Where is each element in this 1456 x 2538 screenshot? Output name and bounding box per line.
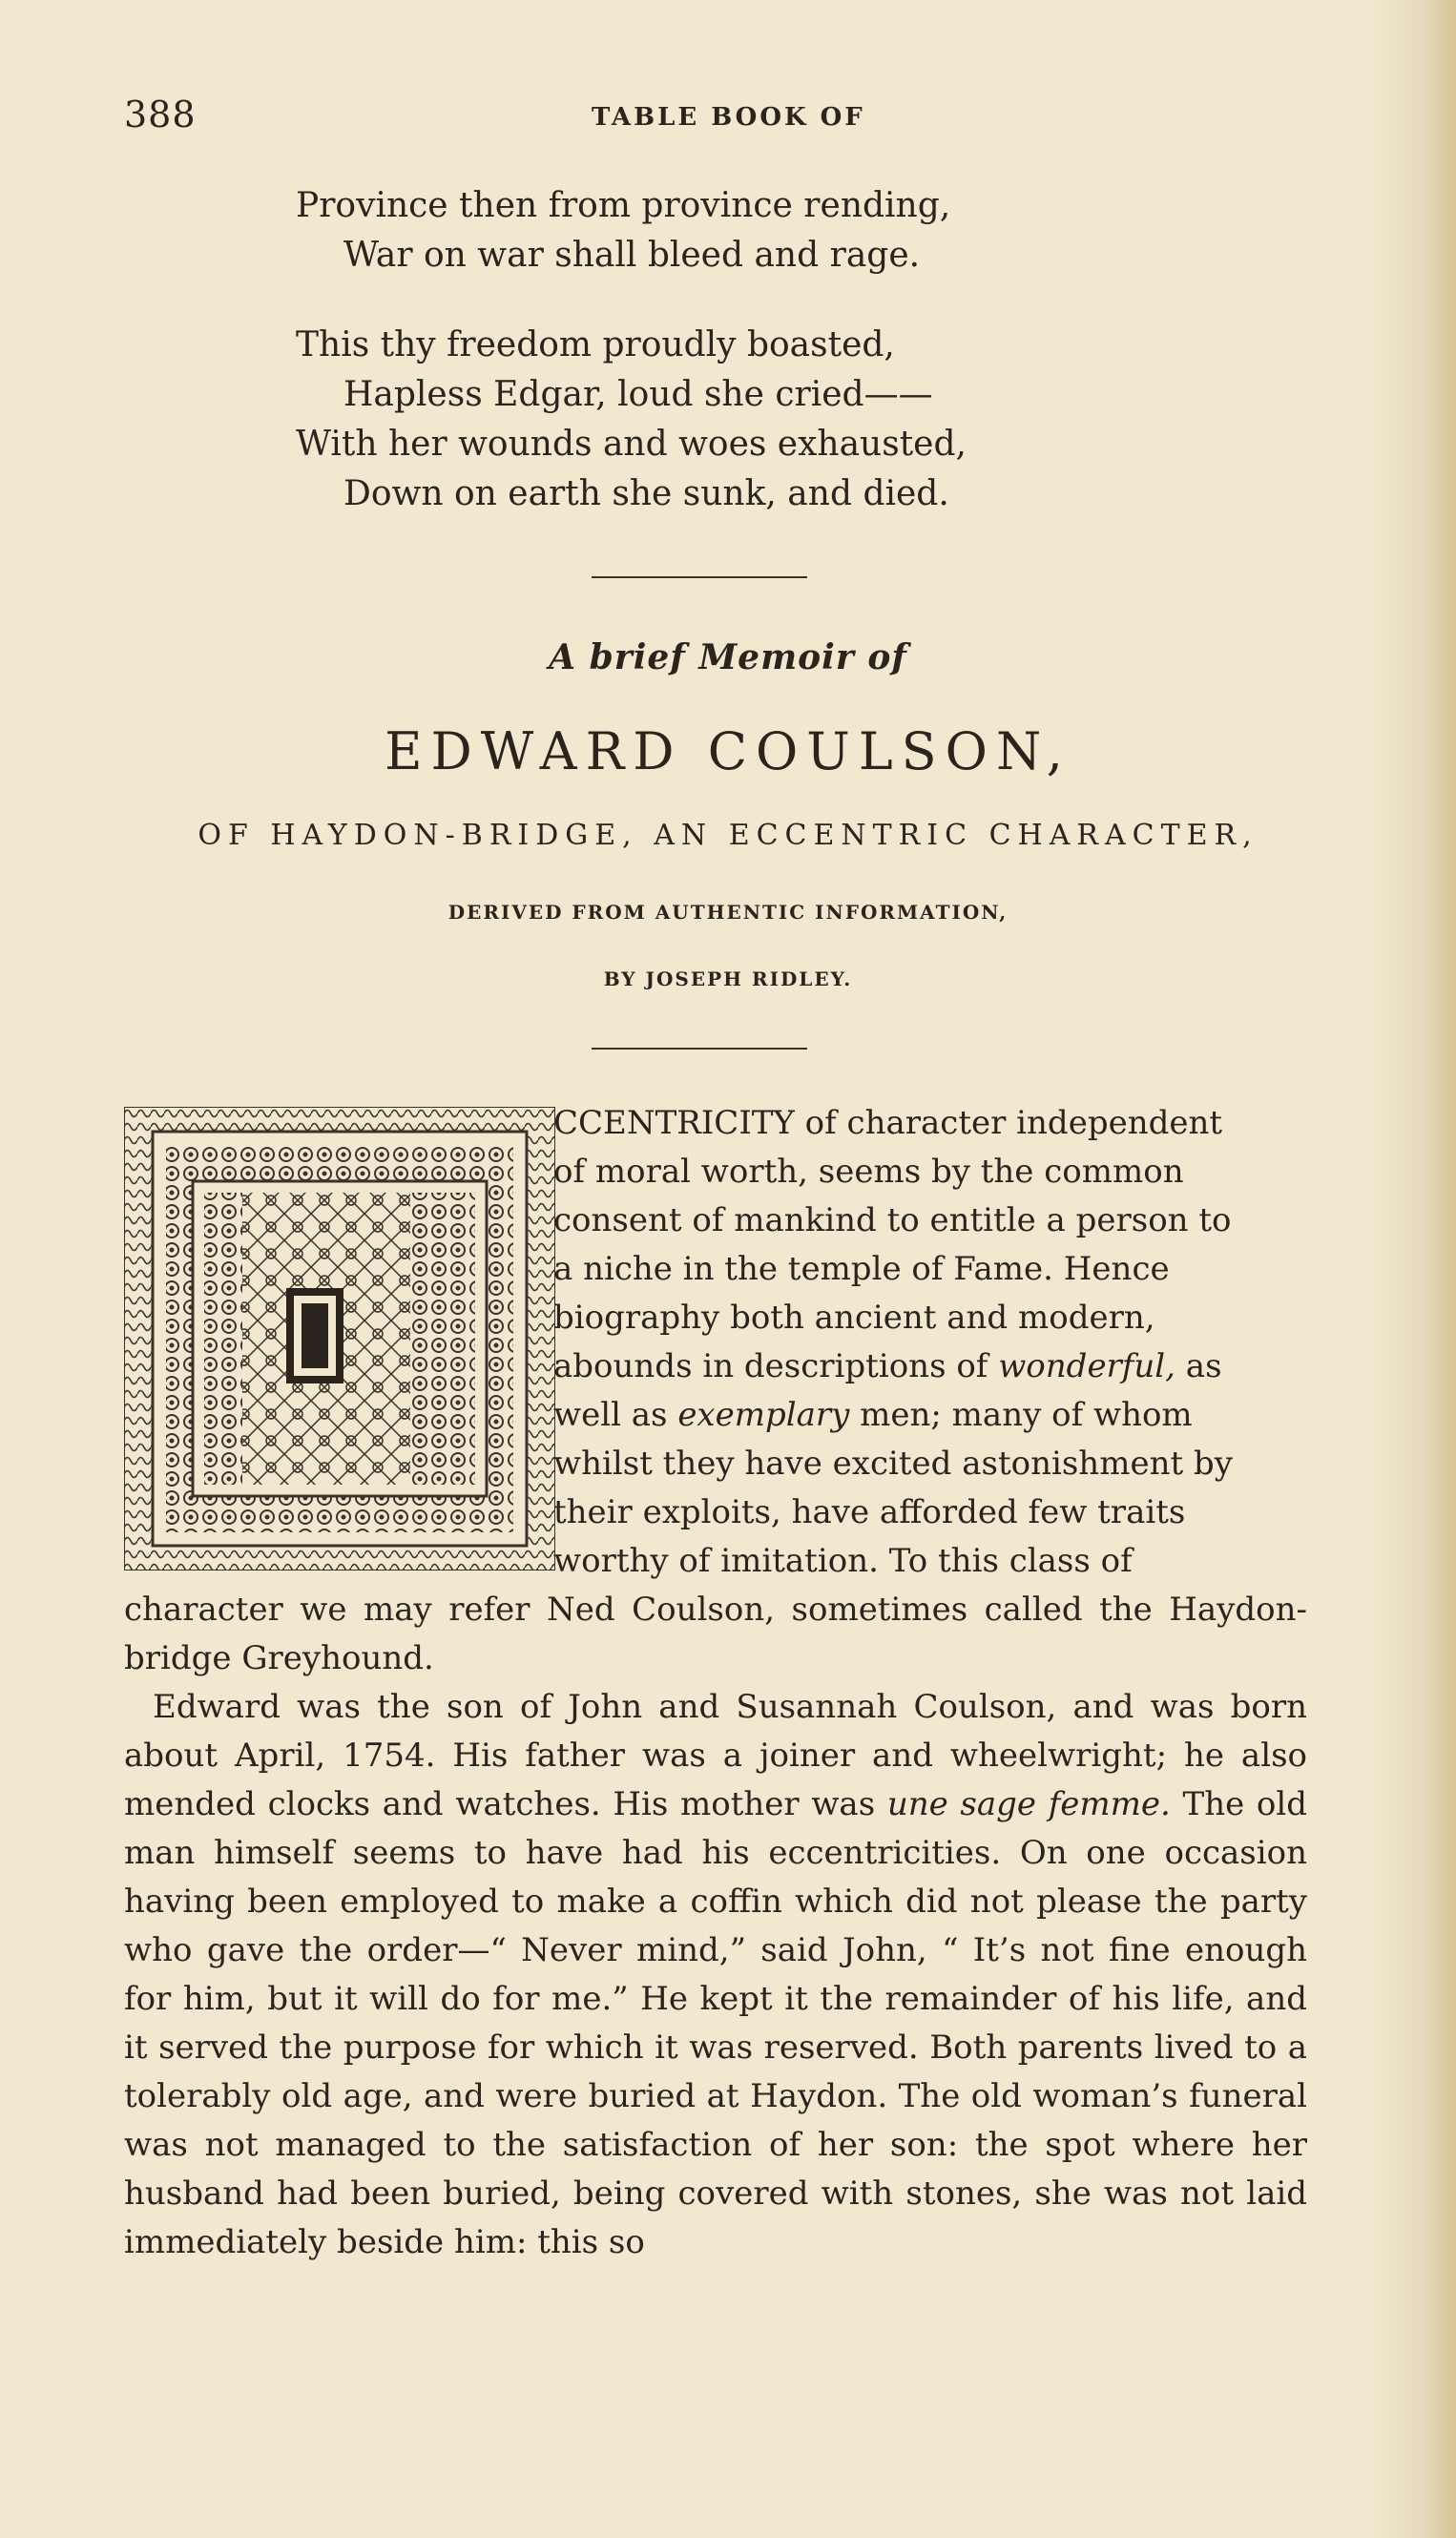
memoir-blackletter-title: A brief Memoir of [549, 637, 907, 677]
verse-line: Down on earth she sunk, and died. [343, 474, 949, 513]
paragraph [124, 1683, 1307, 2267]
verse-line: With her wounds and woes exhausted, [296, 425, 967, 464]
text-line: worthy of imitation. To this class of [553, 1542, 1133, 1580]
ornamental-initial-e-icon [124, 1107, 555, 1571]
section-rule-bottom [592, 1048, 807, 1050]
text-line: CCENTRICITY of character independent [553, 1104, 1223, 1142]
memoir-author: BY JOSEPH RIDLEY. [603, 967, 853, 990]
section-rule-top [592, 576, 807, 578]
verse-line: Province then from province rending, [296, 186, 951, 225]
text-line: a niche in the temple of Fame. Hence [553, 1250, 1170, 1288]
paragraph-continuation: character we may refer Ned Coulson, sometimes called the Haydon-bridge Greyhound. [124, 1591, 1307, 1677]
verse-line: Hapless Edgar, loud she cried—— [343, 375, 933, 414]
verse-stanza-2 [296, 321, 967, 519]
verse-stanza-1 [296, 181, 950, 281]
italic-word: wonderful, [998, 1347, 1175, 1385]
memoir-name-title: EDWARD COULSON, [385, 721, 1071, 781]
text-line: whilst they have excited astonishment by [553, 1445, 1233, 1483]
page-edge-shading [1424, 0, 1456, 2538]
verse-line: War on war shall bleed and rage. [343, 236, 921, 275]
italic-phrase: une sage femme. [886, 1785, 1171, 1823]
text-line [553, 1391, 1307, 1440]
text-line [553, 1342, 1307, 1391]
page-number: 388 [124, 94, 197, 135]
memoir-subtitle: OF HAYDON-BRIDGE, AN ECCENTRIC CHARACTER, [198, 819, 1258, 852]
italic-word: exemplary [677, 1396, 850, 1434]
text-fragment: as [1185, 1347, 1222, 1385]
text-fragment: well as [553, 1396, 668, 1434]
text-fragment: men; many of whom [860, 1396, 1193, 1434]
ornamental-initial [124, 1107, 555, 1571]
body-paragraphs [124, 1586, 1307, 2267]
running-head: TABLE BOOK OF [592, 103, 865, 132]
text-line: consent of mankind to entitle a person to [553, 1201, 1232, 1239]
page-header [124, 94, 1298, 151]
text-line: biography both ancient and modern, [553, 1299, 1155, 1337]
text-fragment: abounds in descriptions of [553, 1347, 988, 1385]
text-line: of moral worth, seems by the common [553, 1153, 1184, 1191]
initial-wrap-text [553, 1099, 1307, 1586]
verse-line: This thy freedom proudly boasted, [296, 325, 895, 364]
paragraph-text: The old man himself seems to have had his eccentricities. On one occasion having been employed to make a coffin which did not please the party who gave the order—“ Never mind,” said John, “ It’s not fine enough for him, but it will do for me.” He kept it the remainder of his life, and it served the purpose for which it was reserved. Both parents lived to a tolerably old age, and were buried at Haydon. The old woman’s funeral was not managed to the satisfaction of her son: the spot where her husband had been buried, being covered with stones, she was not laid immediately beside him: this so [124, 1785, 1307, 2261]
text-line: their exploits, have afforded few traits [553, 1493, 1186, 1531]
paragraph-text: Edward was the son of John and Susannah Coulson, and was born about April, 1754. His father was a joiner and wheelwright; he also mended clocks and watches. His mother was [124, 1688, 1307, 1823]
memoir-source-note: DERIVED FROM AUTHENTIC INFORMATION, [447, 901, 1009, 924]
